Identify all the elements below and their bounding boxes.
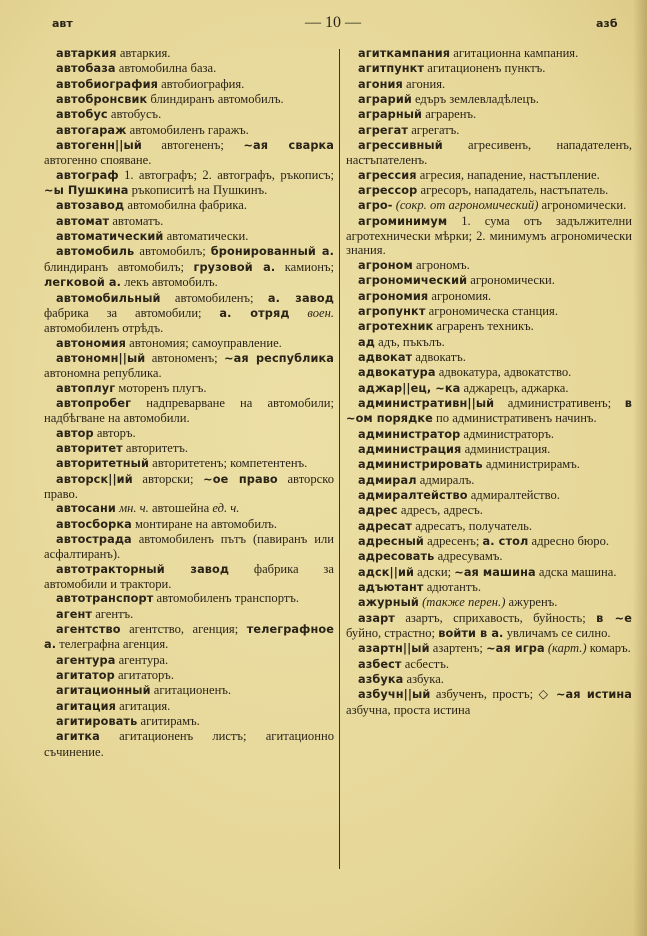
- translation: аджарецъ, аджарка.: [460, 380, 569, 395]
- translation: адски;: [414, 564, 455, 579]
- headword: в ~ом порядке: [346, 396, 632, 426]
- dictionary-entry: [346, 183, 632, 198]
- headword: автострада: [56, 533, 132, 546]
- translation: автономенъ;: [145, 350, 225, 365]
- dictionary-entry: [346, 503, 632, 518]
- headword: агротехник: [358, 320, 434, 334]
- column-divider: [339, 49, 340, 869]
- translation: агитационенъ листъ; агитационно съчинение.: [44, 729, 334, 759]
- headword: азбест: [358, 657, 402, 671]
- translation: агрономически.: [467, 273, 555, 288]
- dictionary-entry: [346, 77, 632, 92]
- dictionary-entry: [44, 168, 334, 199]
- dictionary-entry: [346, 107, 632, 122]
- headword: автоплуг: [56, 381, 116, 395]
- translation: административенъ;: [494, 395, 625, 410]
- headword: адск||ий: [358, 565, 414, 579]
- headword: ~ая республика: [224, 351, 334, 365]
- translation: агитационна кампания.: [450, 46, 579, 60]
- translation: агентура.: [115, 652, 169, 667]
- translation: агрономическа станция.: [425, 303, 558, 318]
- headword: агроминимум: [358, 214, 448, 228]
- headword: азбука: [358, 673, 404, 687]
- headword: аджар||ец, ~ка: [358, 381, 461, 395]
- headword: агитпункт: [358, 62, 425, 76]
- right-column: [346, 46, 632, 717]
- label-italic: (сокр. от агрономический): [392, 198, 539, 213]
- headword: автоматический: [56, 230, 164, 244]
- dictionary-entry: [44, 517, 334, 532]
- translation: адъ, пъкълъ.: [374, 334, 445, 349]
- headword: агрономический: [358, 274, 468, 288]
- headword: ~ы Пушкина: [44, 184, 129, 198]
- translation: автомобилна база.: [115, 61, 217, 76]
- translation: автомобиленъ пътъ (павиранъ или асфалтиранъ).: [44, 532, 334, 562]
- translation: лекъ автомобилъ.: [121, 275, 218, 290]
- translation: автогененъ;: [141, 138, 244, 153]
- translation: асбестъ.: [401, 656, 449, 671]
- dictionary-entry: [44, 351, 334, 381]
- headword: адвокатура: [358, 366, 436, 380]
- headword: азартн||ый: [358, 642, 430, 656]
- translation: агония.: [402, 76, 446, 91]
- headword: автопробег: [56, 396, 132, 410]
- translation: монтиране на автомобилъ.: [131, 516, 278, 531]
- dictionary-entry: [44, 138, 334, 168]
- headword: войти в а.: [438, 627, 504, 641]
- dictionary-entry: [44, 456, 334, 471]
- headword: а. стол: [482, 535, 529, 548]
- translation: автогенно спояване.: [44, 153, 152, 168]
- translation: автомобиленъ транспортъ.: [153, 591, 300, 606]
- headword: агрессор: [358, 184, 418, 198]
- dictionary-entry: [44, 532, 334, 562]
- headword: агропункт: [358, 304, 426, 318]
- headword: ~ая истина: [555, 688, 632, 702]
- dictionary-entry: [44, 699, 334, 714]
- dictionary-entry: [44, 214, 334, 229]
- translation: ръкописитѣ на Пушкинъ.: [128, 183, 268, 198]
- headword: агитатор: [56, 669, 115, 683]
- dictionary-entry: [346, 641, 632, 656]
- translation: автомобиленъ;: [160, 290, 268, 305]
- translation: автомобилна фабрика.: [124, 198, 248, 213]
- dictionary-entry: [346, 46, 632, 61]
- dictionary-entry: [346, 687, 632, 717]
- headword: автосани: [56, 502, 116, 516]
- translation: автомобилъ;: [134, 244, 211, 259]
- headword: адъютант: [358, 581, 424, 595]
- dictionary-entry: [44, 46, 334, 61]
- dictionary-entry: [346, 214, 632, 258]
- headword: адресат: [358, 519, 413, 533]
- dictionary-entry: [346, 61, 632, 76]
- translation: агитационенъ пунктъ.: [424, 61, 546, 76]
- headword: агрессивный: [358, 139, 443, 153]
- translation: агентъ.: [92, 606, 134, 621]
- dictionary-entry: [346, 534, 632, 549]
- headword: автогараж: [56, 123, 127, 137]
- translation: авторитетенъ; компетентенъ.: [148, 456, 308, 471]
- headword: административн||ый: [358, 396, 495, 410]
- translation: 1. сума отъ задължителни агротехнически мѣрки; 2. минимумъ агрономически знания.: [346, 213, 632, 258]
- translation: адмиралтейство.: [467, 487, 560, 502]
- translation: автоматически.: [163, 229, 249, 244]
- translation: администрация.: [461, 441, 551, 456]
- headword: адресовать: [358, 550, 435, 564]
- translation: адресенъ;: [423, 534, 483, 548]
- translation: авторски;: [132, 471, 204, 486]
- dictionary-entry: [44, 683, 334, 698]
- headword: автобиография: [56, 77, 158, 91]
- dictionary-entry: [346, 442, 632, 457]
- headword: авторск||ий: [56, 472, 133, 486]
- dictionary-entry: [346, 396, 632, 427]
- translation: автоматъ.: [109, 213, 164, 228]
- dictionary-entry: [44, 729, 334, 759]
- translation: агрономия.: [428, 288, 492, 303]
- label-italic: мн. ч.: [115, 501, 149, 516]
- headword: авторитетный: [56, 457, 149, 471]
- dictionary-entry: [346, 488, 632, 503]
- label-italic: ед. ч.: [212, 501, 240, 516]
- translation: адресатъ, получатель.: [412, 518, 533, 533]
- translation: адска машина.: [535, 564, 617, 579]
- headword: адвокат: [358, 350, 413, 364]
- dictionary-entry: [346, 580, 632, 595]
- headword: агентура: [56, 653, 116, 667]
- dictionary-entry: [44, 198, 334, 213]
- headword: ~ое право: [203, 472, 278, 486]
- dictionary-entry: [346, 319, 632, 334]
- dictionary-entry: [44, 714, 334, 729]
- translation: агентство, агенция;: [120, 622, 247, 637]
- translation: моторенъ плугъ.: [115, 380, 207, 395]
- translation: комаръ.: [586, 641, 631, 656]
- translation: адютантъ.: [423, 580, 482, 595]
- translation: агрегатъ.: [408, 122, 460, 137]
- translation: камионъ;: [275, 259, 334, 274]
- headword: автаркия: [56, 47, 117, 60]
- dictionary-entry: [346, 273, 632, 288]
- headword: агентство: [56, 623, 121, 637]
- headword: аграрный: [358, 108, 423, 122]
- dictionary-entry: [44, 244, 334, 290]
- dictionary-entry: [346, 258, 632, 273]
- translation: авторъ.: [93, 425, 136, 440]
- translation: 1. автографъ; 2. автографъ, ръкописъ;: [118, 167, 334, 182]
- translation: автобусъ.: [107, 107, 162, 122]
- label-italic: (карт.): [544, 641, 587, 656]
- dictionary-entry: [346, 198, 632, 213]
- translation: адресувамъ.: [434, 549, 503, 564]
- dictionary-entry: [346, 657, 632, 672]
- translation: аграренъ техникъ.: [433, 319, 534, 334]
- translation: агрономъ.: [412, 257, 470, 272]
- left-guide-word: авт: [52, 17, 73, 30]
- dictionary-entry: [44, 472, 334, 502]
- left-column: [44, 46, 334, 759]
- headword: автобронсвик: [56, 93, 148, 107]
- dictionary-entry: [346, 92, 632, 107]
- dictionary-entry: [44, 607, 334, 622]
- translation: адресъ, адресъ.: [397, 503, 483, 518]
- dictionary-entry: [346, 289, 632, 304]
- dictionary-entry: [346, 565, 632, 580]
- translation: автомобиленъ отрѣдъ.: [44, 321, 164, 336]
- translation: агресия, нападение, настъпление.: [416, 167, 600, 182]
- dictionary-entry: [346, 138, 632, 168]
- headword: агония: [358, 77, 403, 91]
- dictionary-entry: [346, 304, 632, 319]
- dictionary-entry: [346, 457, 632, 472]
- dictionary-entry: [44, 622, 334, 653]
- translation: ажуренъ.: [505, 595, 558, 610]
- translation: автомобиленъ гаражъ.: [126, 122, 249, 137]
- translation: агитация.: [115, 698, 171, 713]
- translation: администрирамъ.: [482, 457, 580, 472]
- translation: адмиралъ.: [416, 472, 475, 487]
- dictionary-entry: [44, 107, 334, 122]
- headword: автор: [56, 426, 94, 440]
- translation: азартъ, сприхавость, буйность;: [394, 610, 597, 625]
- headword: аграрий: [358, 93, 412, 107]
- translation: агресивенъ, нападателенъ, настъпателенъ.: [346, 138, 632, 168]
- dictionary-entry: [346, 381, 632, 396]
- translation: агрономически.: [538, 198, 627, 213]
- dictionary-entry: [346, 350, 632, 365]
- translation: агитирамъ.: [137, 714, 200, 729]
- dictionary-entry: [44, 426, 334, 441]
- dictionary-entry: [44, 501, 334, 516]
- translation: азбучна, проста истина: [346, 702, 471, 717]
- translation: буйно, страстно;: [346, 626, 439, 641]
- label-italic: (также перен.): [418, 595, 506, 610]
- headword: агитационный: [56, 684, 151, 698]
- headword: агрегат: [358, 123, 409, 137]
- dictionary-entry: [346, 672, 632, 687]
- translation: азбученъ, простъ; ◇: [430, 687, 556, 702]
- translation: авторитетъ.: [122, 440, 189, 455]
- headword: азарт: [358, 611, 395, 625]
- translation: автономия; самоуправление.: [125, 335, 282, 350]
- page-header: [0, 14, 647, 34]
- translation: адресно бюро.: [528, 534, 610, 548]
- translation: фабрика за автомобили и трактори.: [44, 561, 334, 592]
- headword: автономн||ый: [56, 351, 146, 365]
- headword: адмирал: [358, 473, 417, 487]
- page-edge-shadow: [633, 0, 647, 936]
- headword: автограф: [56, 168, 119, 182]
- headword: грузовой а.: [193, 260, 276, 274]
- translation: по административенъ начинъ.: [432, 411, 597, 426]
- headword: а. отряд: [219, 306, 290, 320]
- headword: адресный: [358, 535, 424, 548]
- dictionary-entry: [346, 611, 632, 642]
- headword: адрес: [358, 504, 398, 518]
- headword: автобаза: [56, 62, 116, 76]
- headword: ад: [358, 335, 375, 349]
- dictionary-entry: [44, 61, 334, 76]
- headword: агитка: [56, 730, 100, 744]
- headword: легковой а.: [44, 276, 122, 290]
- headword: ~ая машина: [454, 565, 536, 579]
- dictionary-entry: [44, 381, 334, 396]
- dictionary-entry: [346, 595, 632, 610]
- headword: агитировать: [56, 715, 138, 729]
- dictionary-entry: [346, 519, 632, 534]
- translation: блиндиранъ автомобилъ;: [44, 259, 194, 274]
- headword: телеграфное а.: [44, 623, 334, 652]
- translation: аграренъ.: [422, 107, 477, 122]
- dictionary-entry: [346, 549, 632, 564]
- translation: автобиография.: [157, 76, 245, 91]
- dictionary-entry: [44, 396, 334, 426]
- dictionary-entry: [44, 336, 334, 351]
- dictionary-entry: [44, 441, 334, 456]
- dictionary-entry: [44, 291, 334, 336]
- dictionary-entry: [346, 473, 632, 488]
- translation: адвокатура, адвокатство.: [435, 365, 572, 380]
- headword: агрономия: [358, 289, 429, 303]
- headword: администрировать: [358, 458, 483, 472]
- headword: автомобильный: [56, 291, 161, 305]
- headword: ажурный: [358, 596, 419, 610]
- headword: автосборка: [56, 517, 132, 531]
- dictionary-entry: [44, 92, 334, 107]
- translation: агресоръ, нападатель, настъпатель.: [417, 183, 609, 198]
- headword: автобус: [56, 108, 108, 122]
- headword: администрация: [358, 442, 462, 456]
- dictionary-entry: [346, 123, 632, 138]
- headword: в ~е: [596, 611, 632, 625]
- translation: надпреварване на автомобили; надбѣгване на автомобили.: [44, 395, 334, 426]
- headword: ~ая сварка: [243, 139, 334, 153]
- headword: автотракторный завод: [56, 562, 230, 576]
- dictionary-entry: [44, 77, 334, 92]
- dictionary-entry: [44, 123, 334, 138]
- translation: автономна република.: [44, 366, 162, 381]
- headword: азбучн||ый: [358, 688, 431, 702]
- translation: адвокатъ.: [412, 349, 466, 364]
- headword: агитация: [56, 699, 116, 713]
- headword: адмиралтейство: [358, 488, 468, 502]
- dictionary-entry: [346, 427, 632, 442]
- page-number: — 10 —: [305, 14, 361, 31]
- dictionary-entry: [346, 335, 632, 350]
- dictionary-entry: [44, 668, 334, 683]
- translation: фабрика за автомобили;: [44, 305, 220, 320]
- dictionary-entry: [44, 653, 334, 668]
- headword: автомат: [56, 214, 110, 228]
- label-italic: воен.: [289, 305, 335, 320]
- headword: автомобиль: [56, 245, 135, 259]
- headword: автогенн||ый: [56, 139, 142, 153]
- dictionary-entry: [346, 168, 632, 183]
- translation: телеграфна агенция.: [56, 637, 169, 652]
- headword: агрессия: [358, 168, 417, 182]
- translation: едъръ землевладѣлецъ.: [411, 92, 539, 107]
- right-guide-word: азб: [596, 17, 618, 30]
- headword: бронированный а.: [210, 245, 334, 259]
- headword: администратор: [358, 427, 461, 441]
- translation: администраторъ.: [460, 426, 555, 441]
- dictionary-entry: [44, 562, 334, 592]
- dictionary-entry: [44, 591, 334, 606]
- translation: блиндиранъ автомобилъ.: [147, 92, 284, 107]
- translation: азбука.: [403, 672, 444, 687]
- translation: азартенъ;: [429, 641, 487, 656]
- headword: автономия: [56, 336, 126, 350]
- translation: авторско право.: [44, 471, 334, 501]
- dictionary-entry: [346, 365, 632, 380]
- headword: ~ая игра: [486, 642, 545, 656]
- headword: агент: [56, 607, 93, 621]
- headword: агро-: [358, 199, 393, 213]
- headword: автотранспорт: [56, 592, 154, 606]
- headword: автозавод: [56, 199, 125, 213]
- headword: агроном: [358, 258, 413, 272]
- headword: а. завод: [267, 291, 334, 305]
- headword: агиткампания: [358, 47, 451, 60]
- translation: агитационенъ.: [150, 683, 232, 698]
- headword: авторитет: [56, 441, 123, 455]
- translation: агитаторъ.: [114, 668, 174, 683]
- translation: автаркия.: [116, 46, 171, 60]
- dictionary-entry: [44, 229, 334, 244]
- translation: увличамъ се силно.: [503, 626, 611, 641]
- translation: автошейна: [148, 501, 213, 516]
